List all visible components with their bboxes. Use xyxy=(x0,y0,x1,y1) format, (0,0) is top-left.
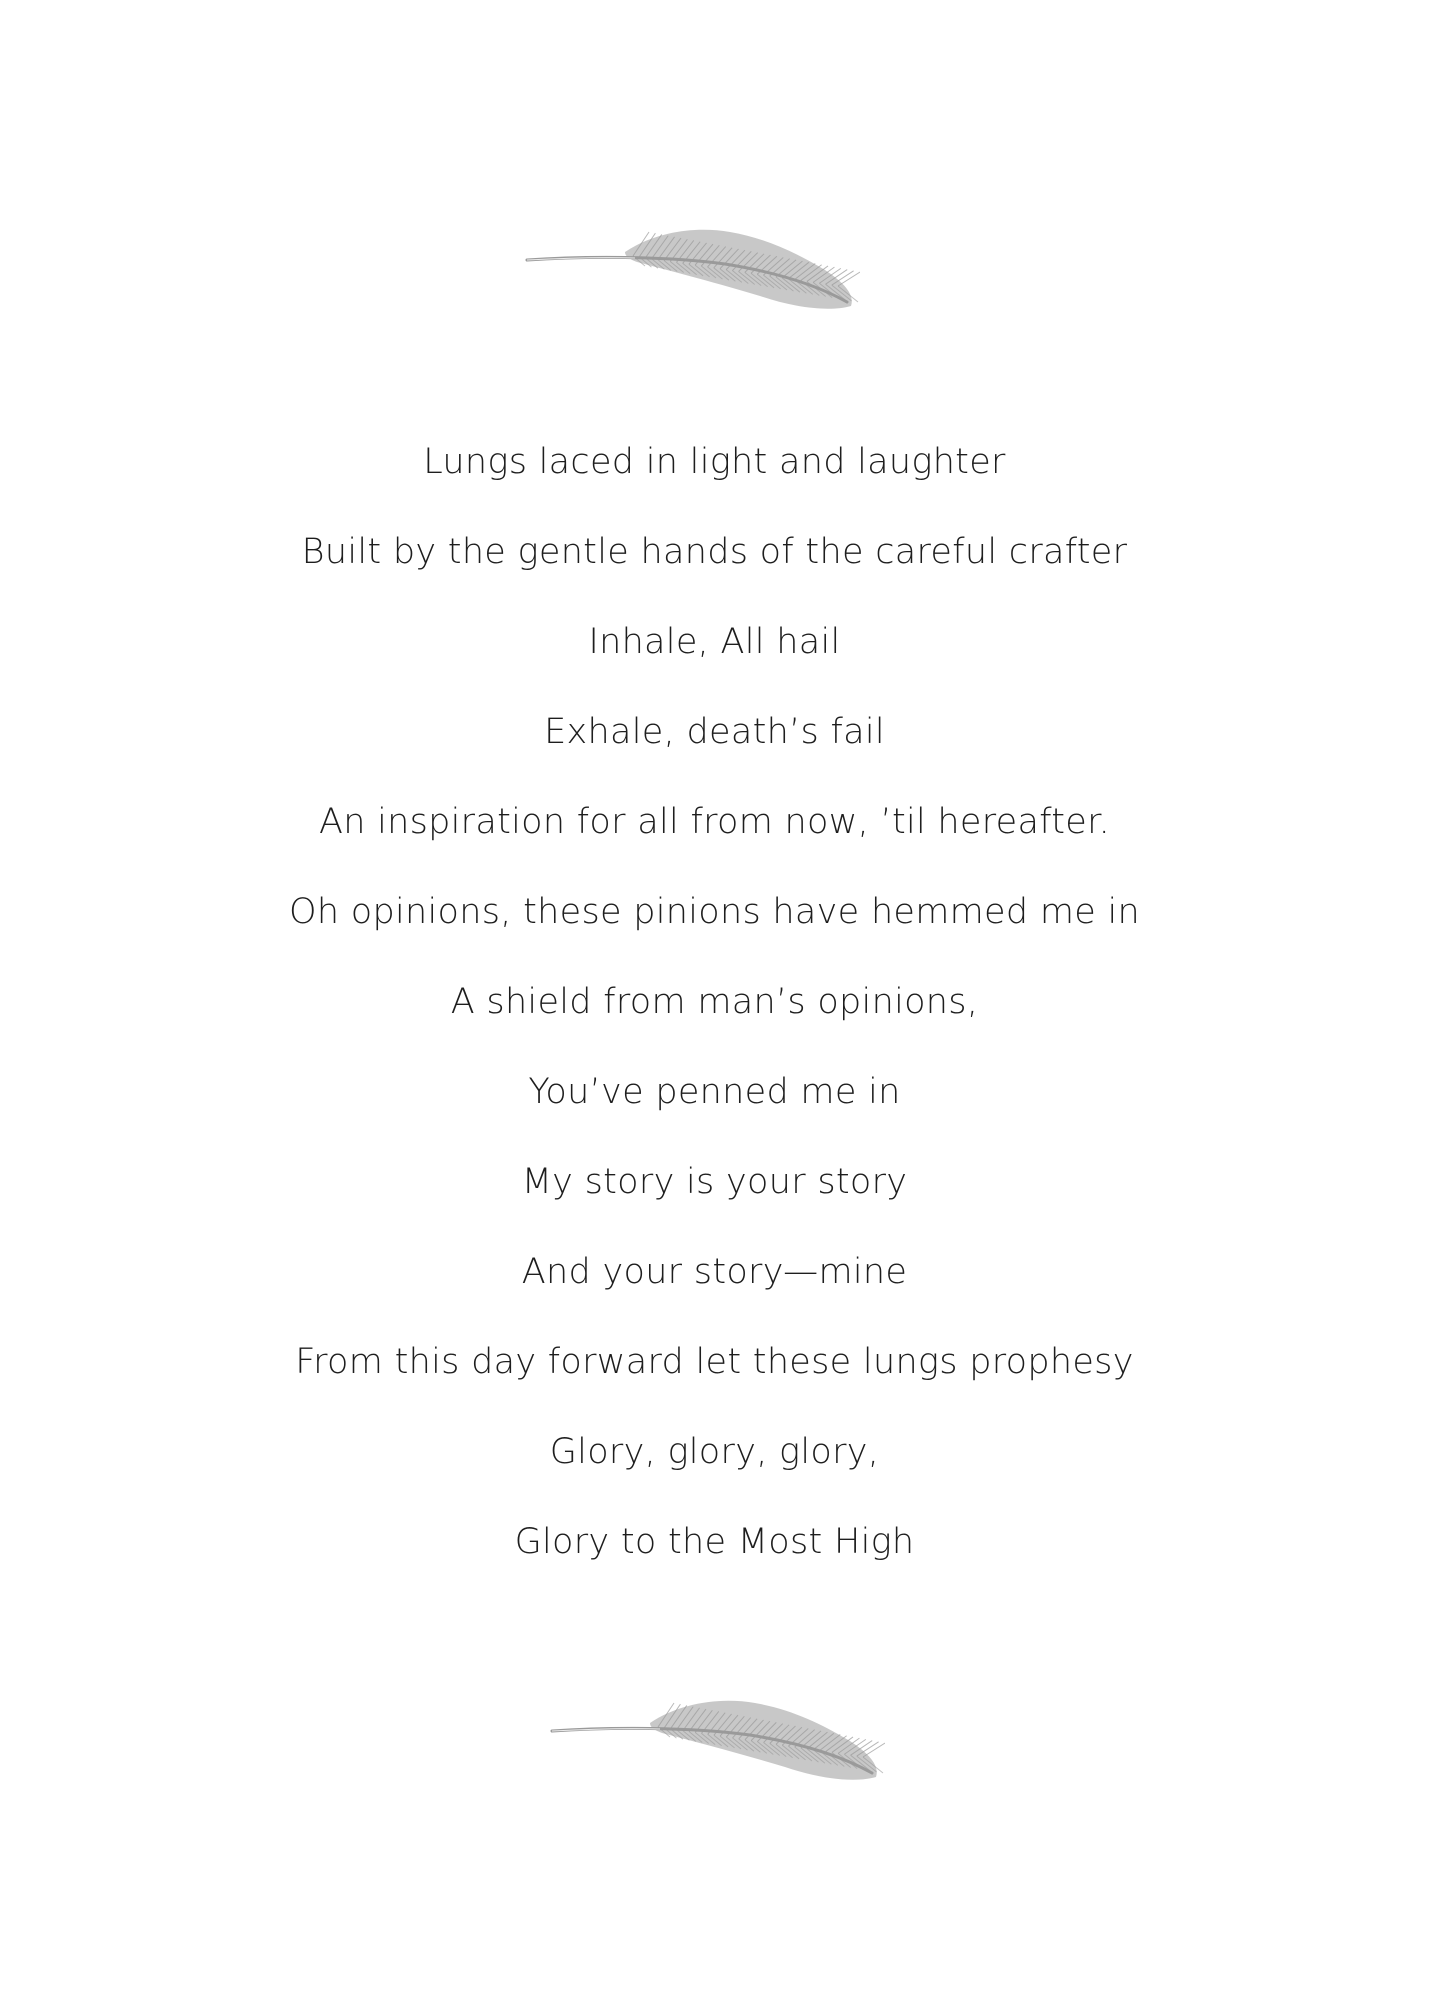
poem-line-3: Inhale, All hail xyxy=(588,622,841,662)
poem-line-9: My story is your story xyxy=(521,1162,908,1202)
poem-line-11: From this day forward let these lungs prophesy xyxy=(295,1342,1134,1382)
poem-line-7: A shield from man’s opinions, xyxy=(450,982,979,1022)
poem-line-6: Oh opinions, these pinions have hemmed me in xyxy=(289,892,1140,932)
poem-line-10: And your story—mine xyxy=(521,1252,908,1292)
poem-line-2: Built by the gentle hands of the careful crafter xyxy=(301,532,1128,572)
feather-icon xyxy=(525,222,860,314)
poem-line-8: You’ve penned me in xyxy=(528,1072,901,1112)
poem xyxy=(0,438,1429,1608)
poem-line-5: An inspiration for all from now, ’til hereafter. xyxy=(318,802,1111,842)
poem-line-1: Lungs laced in light and laughter xyxy=(423,442,1006,482)
poem-line-4: Exhale, death’s fail xyxy=(544,712,885,752)
feather-icon xyxy=(550,1693,885,1785)
poem-line-12: Glory, glory, glory, xyxy=(549,1432,880,1472)
poem-line-13: Glory to the Most High xyxy=(514,1522,915,1562)
